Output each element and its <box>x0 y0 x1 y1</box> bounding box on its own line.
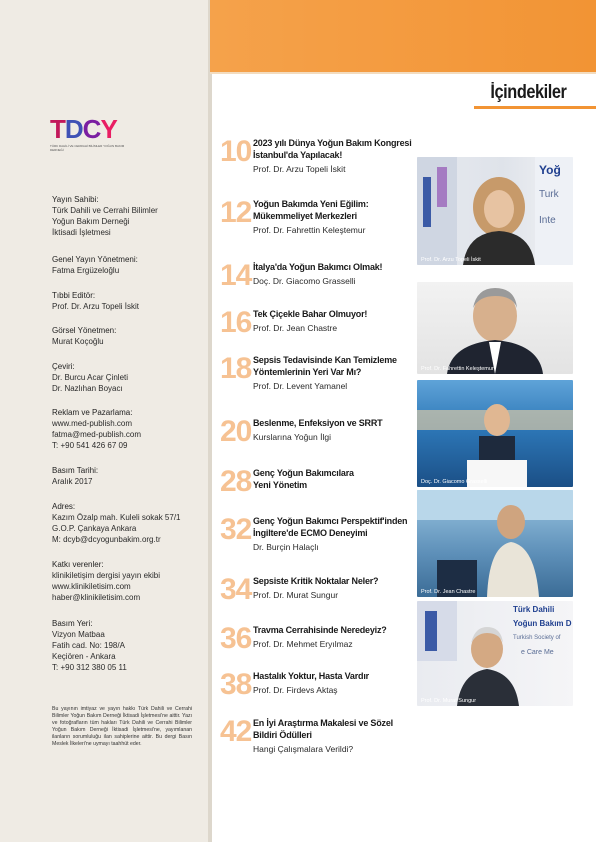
page-number: 14 <box>220 259 252 292</box>
article-author: Prof. Dr. Levent Yamanel <box>253 381 348 391</box>
publisher-block: Yayın Sahibi: Türk Dahili ve Cerrahi Bilimler Yoğun Bakım Derneği İktisadi İşletmesi <box>52 195 158 237</box>
photo-fahrettin-kelestemur <box>417 282 573 374</box>
page-number: 18 <box>220 352 252 385</box>
photo-arzu-topeli-iskit <box>417 157 573 265</box>
page-number: 20 <box>220 415 252 448</box>
page-number: 34 <box>220 573 252 606</box>
photo-giacomo-grasselli <box>417 380 573 487</box>
article-author: Prof. Dr. Fahrettin Keleştemur <box>253 225 366 235</box>
article-author: Prof. Dr. Arzu Topeli İskit <box>253 164 346 174</box>
photo-caption: Doç. Dr. Giacomo Grasselli <box>421 479 488 485</box>
article-title: Genç Yoğun Bakımcılara Yeni Yönetim <box>253 468 354 490</box>
photo-caption: Prof. Dr. Fahrettin Keleştemur <box>421 366 494 372</box>
legal-disclaimer: Bu yayının imtiyaz ve yayın hakkı Türk Dahili ve Cerrahi Bilimler Yoğun Bakım Derneği İktisadi İşletmesi'ne aittir. Yazı ve fotoğrafların tüm hakları Türk Dahili ve Cerrahi Bilimler Yoğun Bakım Derneği İktisadi İşletmesi'ne, yayımlanan ilanların sorumluluğu ilan sahiplerine aittir. Bu dergi Basın Meslek İlkeleri'ne uymayı taahhüt eder. <box>52 706 192 747</box>
page-number: 16 <box>220 306 252 339</box>
printer-block: Basım Yeri: Vizyon Matbaa Fatih cad. No: 198/A Keçiören - Ankara T: +90 312 380 05 11 <box>52 619 127 672</box>
banner-text: e Care Me <box>521 649 554 656</box>
article-author: Prof. Dr. Jean Chastre <box>253 323 338 333</box>
page-title: İçindekiler <box>489 82 566 103</box>
article-title: En İyi Araştırma Makalesi ve Sözel Bildiri Ödülleri <box>253 718 393 740</box>
banner-text: Inte <box>539 215 556 226</box>
banner-text: Turkish Society of <box>513 635 561 641</box>
contributors-block: Katkı verenler: klinikiletişim dergisi yayın ekibi www.klinikiletisim.com haber@klinikiletisim.com <box>52 560 161 602</box>
address-block: Adres: Kazım Özalp mah. Kuleli sokak 57/1 G.O.P. Çankaya Ankara M: dcyb@dcyogunbakim.org.tr <box>52 502 181 544</box>
visual-director-block: Görsel Yönetmen: Murat Koçoğlu <box>52 326 117 346</box>
article-title: İtalya'da Yoğun Bakımcı Olmak! <box>253 262 383 272</box>
photo-caption: Prof. Dr. Jean Chastre <box>421 589 476 595</box>
medical-editor-block: Tıbbi Editör: Prof. Dr. Arzu Topeli İskit <box>52 291 139 311</box>
print-date-block: Basım Tarihi: Aralık 2017 <box>52 466 99 486</box>
article-title: Sepsiste Kritik Noktalar Neler? <box>253 576 379 586</box>
article-title: Genç Yoğun Bakımcı Perspektif'inden İngiltere'de ECMO Deneyimi <box>253 516 408 538</box>
article-title: Tek Çiçekle Bahar Olmuyor! <box>253 309 368 319</box>
article-author: Prof. Dr. Firdevs Aktaş <box>253 685 338 695</box>
article-title: Beslenme, Enfeksiyon ve SRRT <box>253 418 383 428</box>
page-number: 12 <box>220 196 252 229</box>
advertising-block: Reklam ve Pazarlama: www.med-publish.com fatma@med-publish.com T: +90 541 426 67 09 <box>52 408 142 450</box>
article-title: 2023 yılı Dünya Yoğun Bakım Kongresi İstanbul'da Yapılacak! <box>253 138 412 160</box>
gm-block: Genel Yayın Yönetmeni: Fatma Ergüzeloğlu <box>52 255 138 275</box>
banner-text: Yoğun Bakım D <box>513 619 572 628</box>
page-number: 32 <box>220 513 252 546</box>
page-number: 10 <box>220 135 252 168</box>
photo-jean-chastre <box>417 490 573 597</box>
page-number: 38 <box>220 668 252 701</box>
header-band-shadow <box>210 72 596 74</box>
portrait-illustration <box>417 380 573 487</box>
translation-block: Çeviri: Dr. Burcu Acar Çinleti Dr. Nazlıhan Boyacı <box>52 362 129 393</box>
photo-caption: Prof. Dr. Murat Sungur <box>421 698 477 704</box>
photo-caption: Prof. Dr. Arzu Topeli İskit <box>421 257 481 263</box>
banner-text: Yoğ <box>539 163 561 177</box>
article-title: Sepsis Tedavisinde Kan Temizleme Yöntemlerinin Yeri Var Mı? <box>253 355 397 377</box>
page-number: 36 <box>220 622 252 655</box>
page-number: 28 <box>220 465 252 498</box>
page-spine <box>208 0 212 842</box>
article-author: Prof. Dr. Murat Sungur <box>253 590 339 600</box>
article-author: Prof. Dr. Mehmet Eryılmaz <box>253 639 353 649</box>
portrait-illustration <box>417 282 573 374</box>
banner-text: Turk <box>539 189 559 200</box>
article-title: Yoğun Bakımda Yeni Eğilim: Mükemmeliyet Merkezleri <box>253 199 369 221</box>
banner-text: Türk Dahili <box>513 605 555 614</box>
portrait-illustration <box>417 490 573 597</box>
title-underline <box>474 106 596 109</box>
page-number: 42 <box>220 715 252 748</box>
header-band <box>210 0 596 72</box>
photo-murat-sungur <box>417 601 573 706</box>
article-author: Doç. Dr. Giacomo Grasselli <box>253 276 356 286</box>
article-subtitle: Kurslarına Yoğun İlgi <box>253 432 331 442</box>
article-author: Dr. Burçin Halaçlı <box>253 542 319 552</box>
article-title: Travma Cerrahisinde Neredeyiz? <box>253 625 387 635</box>
tdcy-logo: TDCY TÜRK DAHİLİ VE CERRAHİ BİLİMLER YOĞUN BAKIM DERNEĞİ <box>50 114 125 152</box>
article-title: Hastalık Yoktur, Hasta Vardır <box>253 671 369 681</box>
article-subtitle: Hangi Çalışmalara Verildi? <box>253 744 354 754</box>
